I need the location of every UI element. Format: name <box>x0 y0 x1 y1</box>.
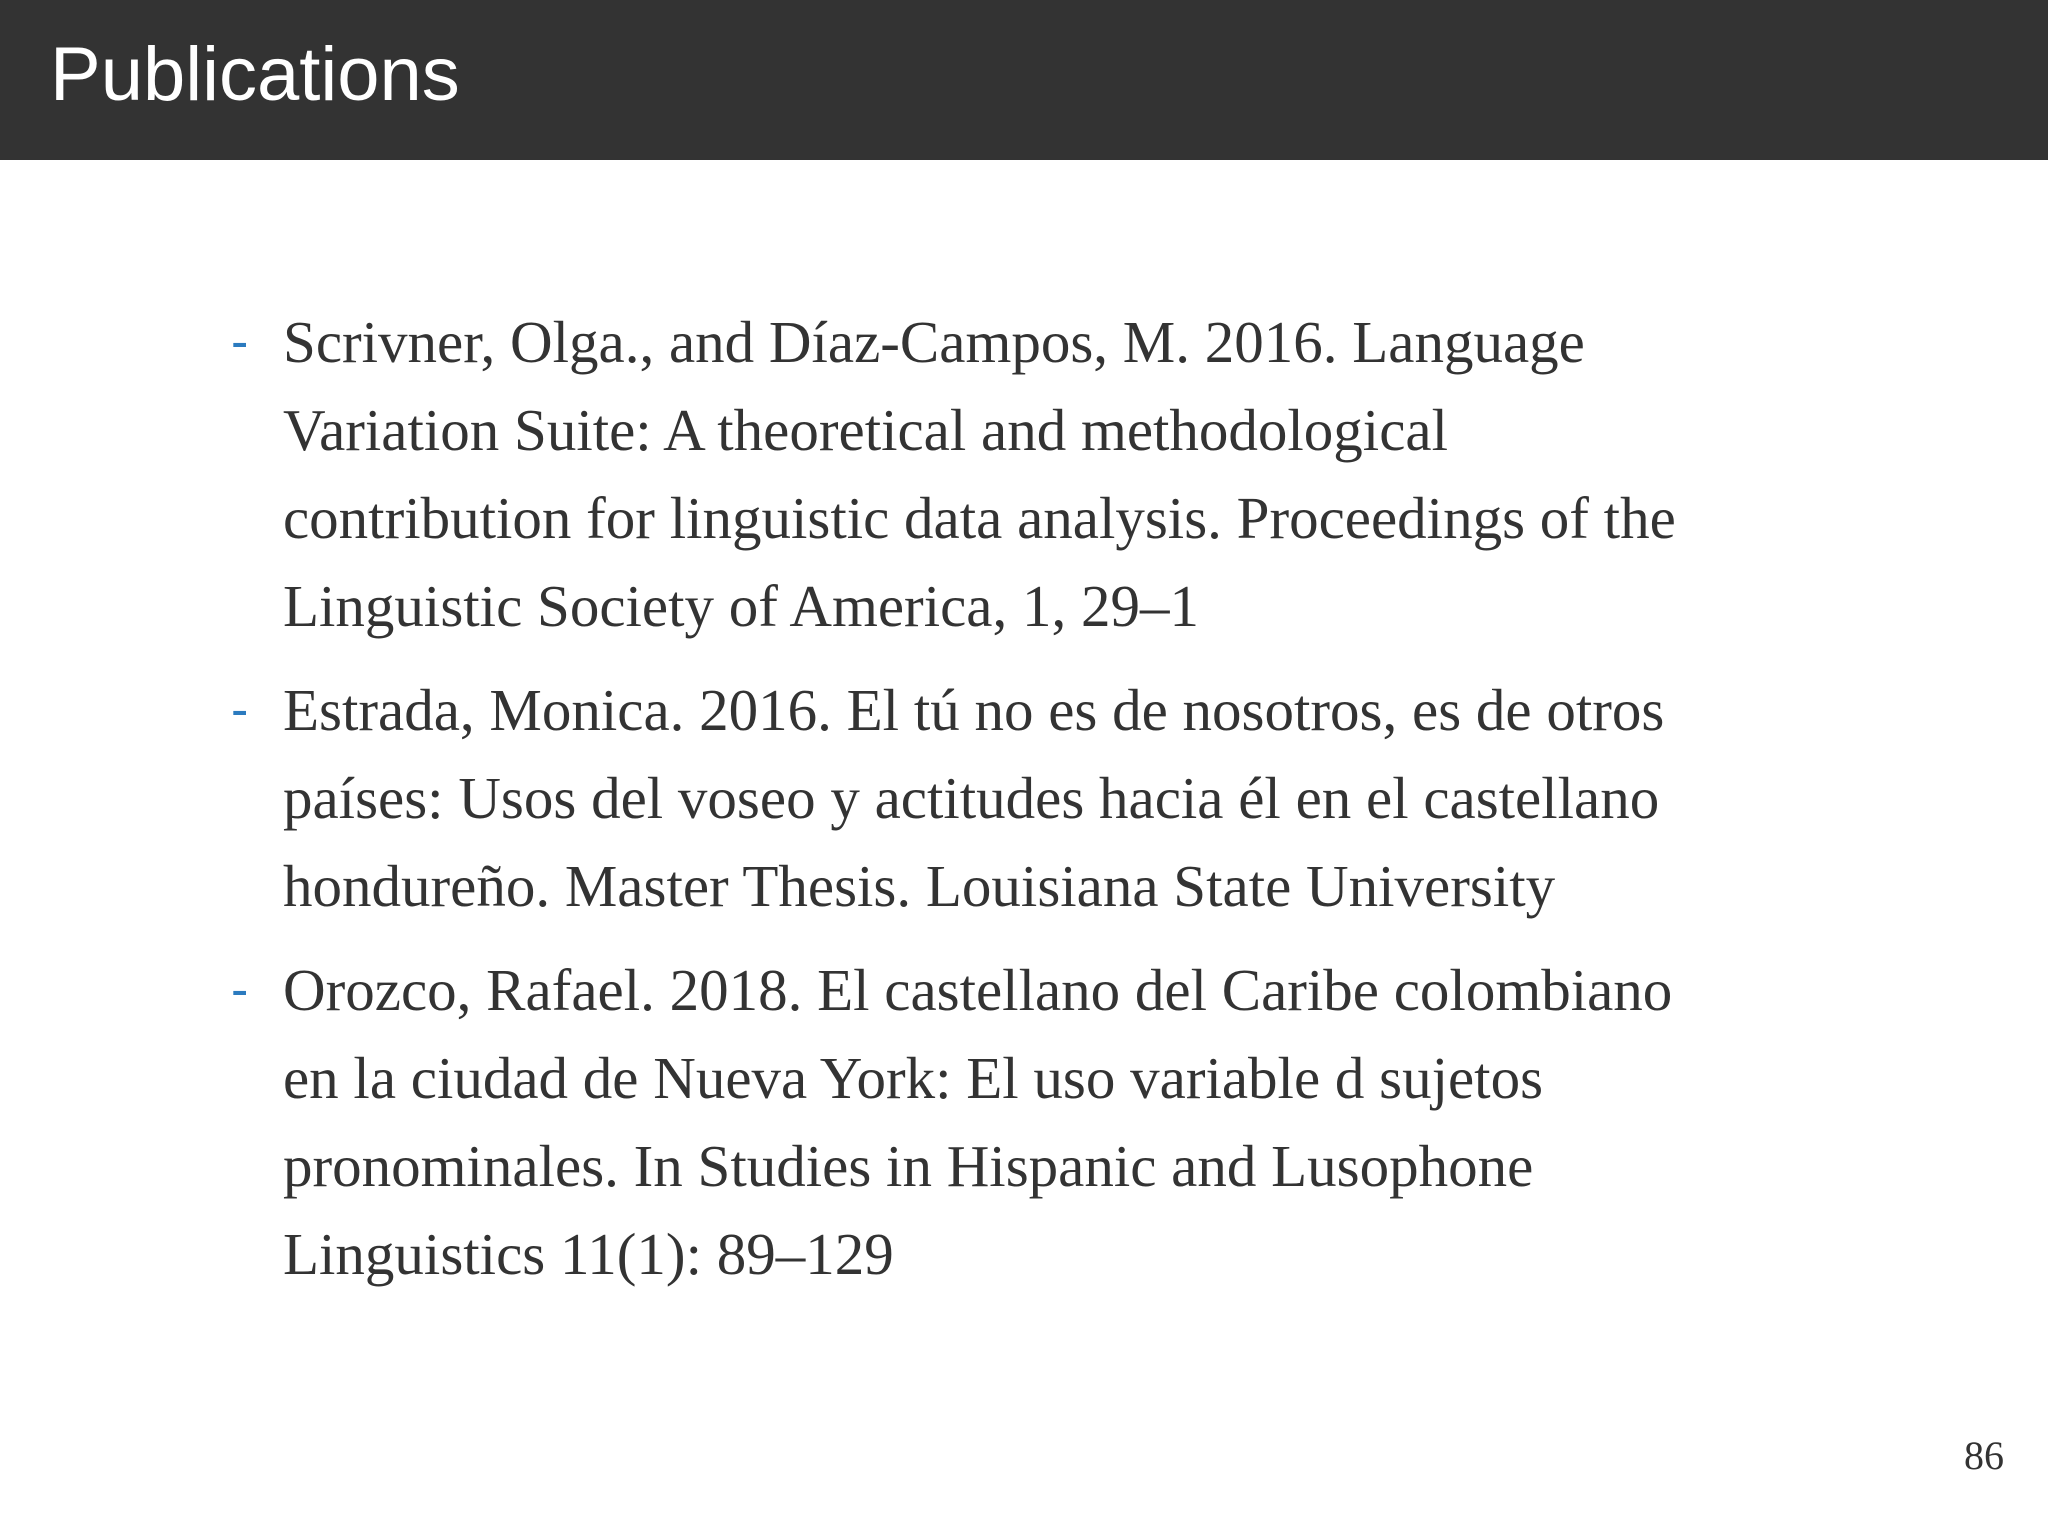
publication-item <box>231 946 1963 1298</box>
publication-line: contribution for linguistic data analysis. Proceedings of the <box>283 485 1676 551</box>
bullet-dash-icon: - <box>231 681 249 739</box>
publication-line: hondureño. Master Thesis. Louisiana State University <box>283 853 1556 919</box>
publication-line: Orozco, Rafael. 2018. El castellano del Caribe colombiano <box>283 957 1673 1023</box>
publication-line: en la ciudad de Nueva York: El uso variable d sujetos <box>283 1045 1544 1111</box>
publication-line: Linguistics 11(1): 89–129 <box>283 1221 894 1287</box>
publication-item <box>231 298 1963 650</box>
publication-line: países: Usos del voseo y actitudes hacia él en el castellano <box>283 765 1660 831</box>
publication-line: Linguistic Society of America, 1, 29–1 <box>283 573 1199 639</box>
publication-line: pronominales. In Studies in Hispanic and Lusophone <box>283 1133 1534 1199</box>
slide-title: Publications <box>50 32 460 117</box>
publication-line: Scrivner, Olga., and Díaz-Campos, M. 2016. Language <box>283 309 1585 375</box>
page-number: 86 <box>1964 1433 2004 1478</box>
publication-line: Variation Suite: A theoretical and methodological <box>283 397 1448 463</box>
publication-line: Estrada, Monica. 2016. El tú no es de nosotros, es de otros <box>283 677 1665 743</box>
publication-list <box>231 298 1963 1314</box>
slide-header <box>0 0 2048 160</box>
publication-item <box>231 666 1963 930</box>
bullet-dash-icon: - <box>231 313 249 371</box>
bullet-dash-icon: - <box>231 961 249 1019</box>
